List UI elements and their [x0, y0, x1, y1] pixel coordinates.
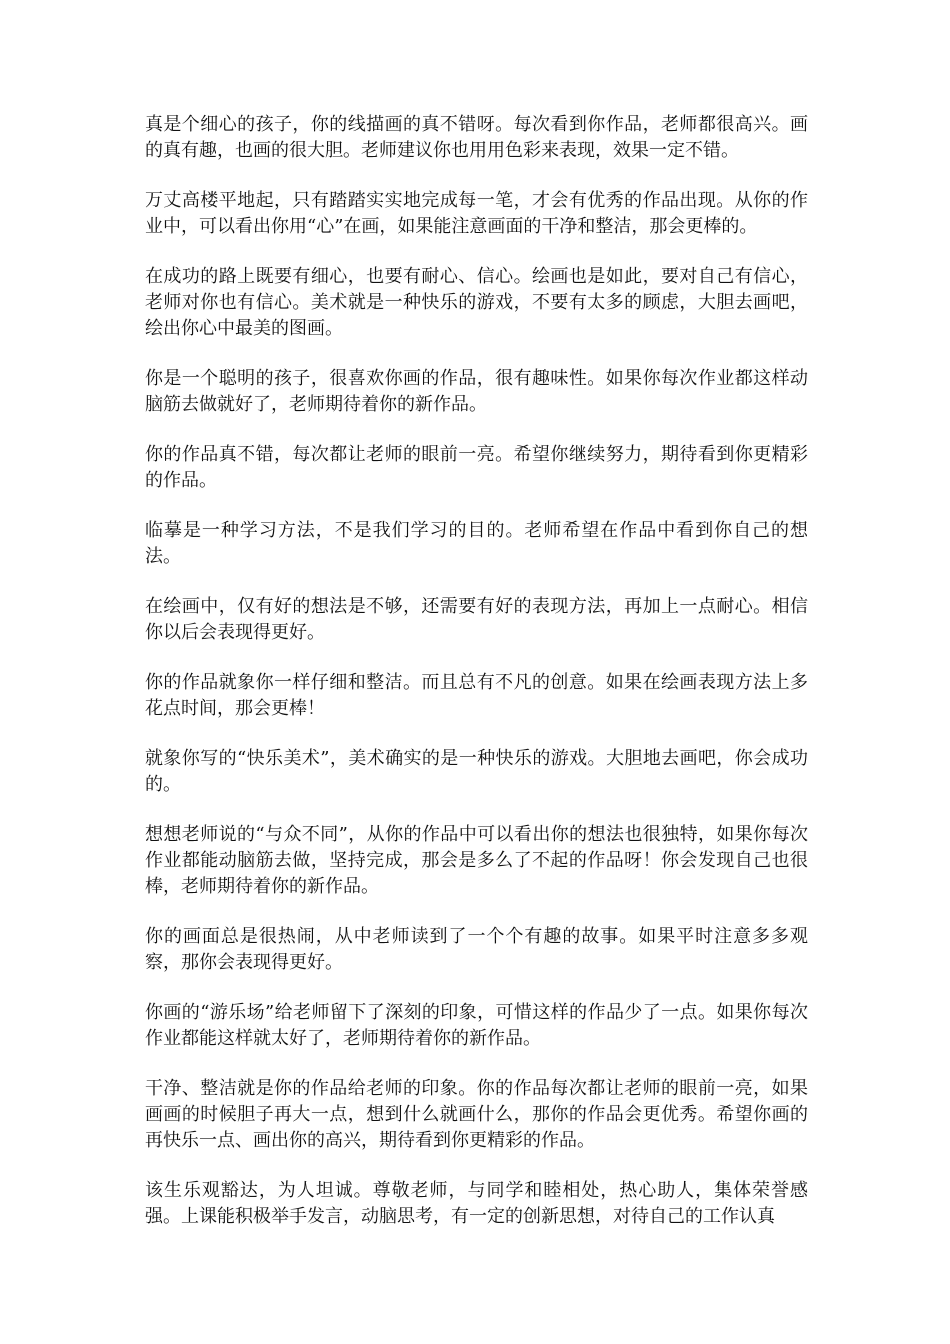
comment-paragraph: 你的画面总是很热闹，从中老师读到了一个个有趣的故事。如果平时注意多多观察，那你会表现得更好。 — [145, 926, 808, 973]
comment-paragraph: 万丈高楼平地起，只有踏踏实实地完成每一笔，才会有优秀的作品出现。从你的作业中，可以看出你用“心”在画，如果能注意画面的干净和整洁，那会更棒的。 — [145, 190, 808, 237]
comment-paragraph: 你画的“游乐场”给老师留下了深刻的印象，可惜这样的作品少了一点。如果你每次作业都能这样就太好了，老师期待着你的新作品。 — [145, 1002, 808, 1049]
comment-paragraph: 你的作品就象你一样仔细和整洁。而且总有不凡的创意。如果在绘画表现方法上多花点时间，那会更棒！ — [145, 672, 808, 719]
comment-paragraph: 临摹是一种学习方法，不是我们学习的目的。老师希望在作品中看到你自己的想法。 — [145, 520, 808, 567]
comment-paragraph: 该生乐观豁达，为人坦诚。尊敬老师，与同学和睦相处，热心助人，集体荣誉感强。上课能积极举手发言，动脑思考，有一定的创新思想，对待自己的工作认真 — [145, 1180, 808, 1227]
comment-paragraph: 干净、整洁就是你的作品给老师的印象。你的作品每次都让老师的眼前一亮，如果画画的时候胆子再大一点，想到什么就画什么，那你的作品会更优秀。希望你画的再快乐一点、画出你的高兴，期待看到你更精彩的作品。 — [145, 1078, 808, 1151]
comment-paragraph: 你是一个聪明的孩子，很喜欢你画的作品，很有趣味性。如果你每次作业都这样动脑筋去做就好了，老师期待着你的新作品。 — [145, 368, 808, 415]
document-page — [145, 112, 808, 1254]
comment-paragraph: 你的作品真不错，每次都让老师的眼前一亮。希望你继续努力，期待看到你更精彩的作品。 — [145, 444, 808, 491]
comment-paragraph: 在成功的路上既要有细心，也要有耐心、信心。绘画也是如此，要对自己有信心，老师对你也有信心。美术就是一种快乐的游戏，不要有太多的顾虑，大胆去画吧，绘出你心中最美的图画。 — [145, 266, 808, 339]
comment-paragraph: 在绘画中，仅有好的想法是不够，还需要有好的表现方法，再加上一点耐心。相信你以后会表现得更好。 — [145, 596, 808, 643]
comment-paragraph: 就象你写的“快乐美术”，美术确实的是一种快乐的游戏。大胆地去画吧，你会成功的。 — [145, 748, 808, 795]
comment-paragraph: 真是个细心的孩子，你的线描画的真不错呀。每次看到你作品，老师都很高兴。画的真有趣，也画的很大胆。老师建议你也用用色彩来表现，效果一定不错。 — [145, 114, 808, 161]
comment-paragraph: 想想老师说的“与众不同”，从你的作品中可以看出你的想法也很独特，如果你每次作业都能动脑筋去做，坚持完成，那会是多么了不起的作品呀！你会发现自己也很棒，老师期待着你的新作品。 — [145, 824, 808, 897]
